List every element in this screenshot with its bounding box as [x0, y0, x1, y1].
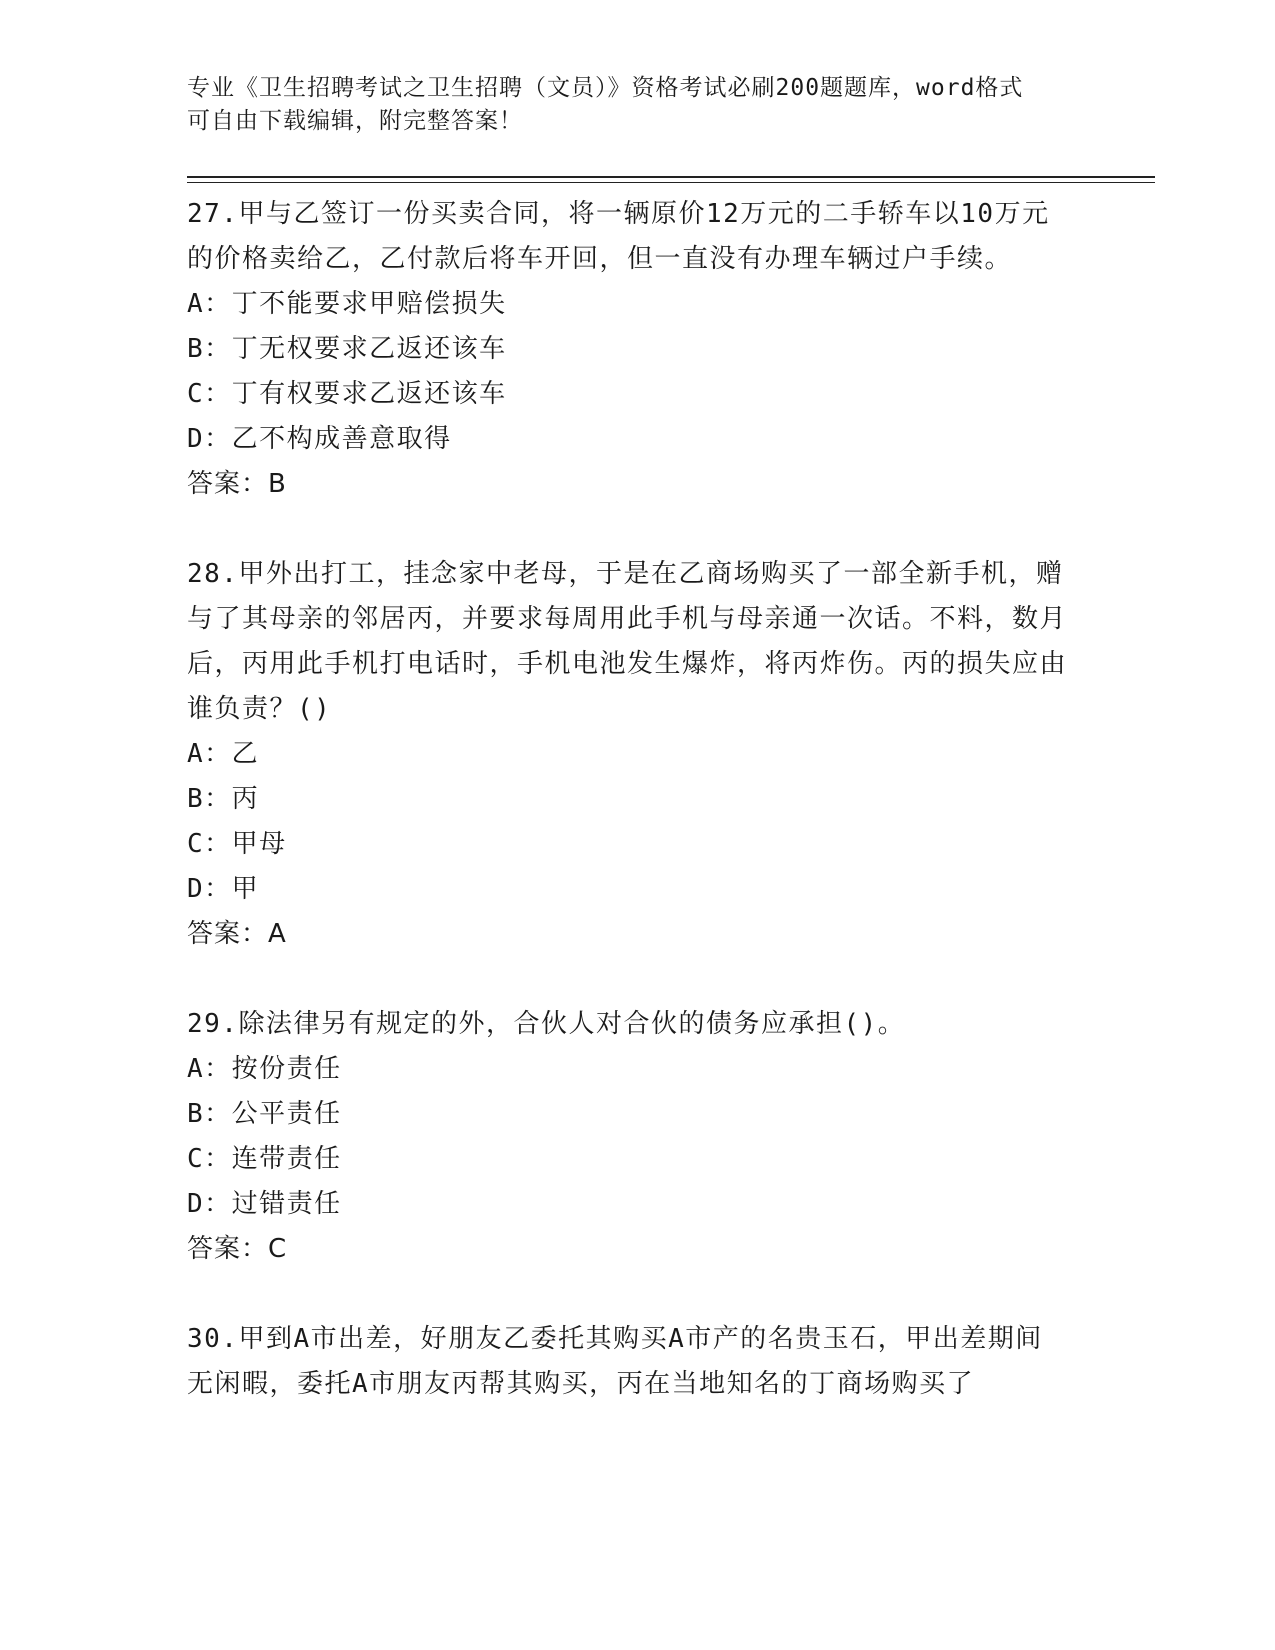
option-a: A：乙: [187, 739, 260, 769]
option-a: A：按份责任: [187, 1054, 342, 1084]
question-list: [187, 192, 1067, 1452]
answer: 答案：B: [187, 469, 287, 499]
option-b: B：丁无权要求乙返还该车: [187, 334, 507, 364]
option-d: D：甲: [187, 874, 260, 904]
question-stem: 30.甲到A市出差，好朋友乙委托其购买A市产的名贵玉石，甲出差期间无闲暇，委托A市朋友丙帮其购买，丙在当地知名的丁商场购买了: [187, 1324, 1043, 1399]
option-d: D：乙不构成善意取得: [187, 424, 452, 454]
question-stem: 27.甲与乙签订一份买卖合同，将一辆原价12万元的二手轿车以10万元的价格卖给乙，乙付款后将车开回，但一直没有办理车辆过户手续。: [187, 199, 1050, 274]
header-line-2: 可自由下载编辑，附完整答案！: [187, 108, 523, 134]
question-30: [187, 1317, 1067, 1407]
question-27: [187, 192, 1067, 507]
option-c: C：丁有权要求乙返还该车: [187, 379, 507, 409]
option-d: D：过错责任: [187, 1189, 342, 1219]
document-header: [187, 72, 1067, 138]
header-divider-thick: [187, 176, 1155, 178]
answer: 答案：C: [187, 1234, 288, 1264]
header-line-1: 专业《卫生招聘考试之卫生招聘（文员）》资格考试必刷200题题库，word格式: [187, 75, 1024, 101]
question-28: [187, 552, 1067, 957]
option-c: C：甲母: [187, 829, 287, 859]
option-b: B：丙: [187, 784, 260, 814]
header-divider-thin: [187, 182, 1155, 183]
question-29: [187, 1002, 1067, 1272]
option-c: C：连带责任: [187, 1144, 342, 1174]
option-a: A：丁不能要求甲赔偿损失: [187, 289, 507, 319]
question-stem: 28.甲外出打工，挂念家中老母，于是在乙商场购买了一部全新手机，赠与了其母亲的邻居丙，并要求每周用此手机与母亲通一次话。不料，数月后，丙用此手机打电话时，手机电池发生爆炸，将丙炸伤。丙的损失应由谁负责？(): [187, 559, 1068, 724]
option-b: B：公平责任: [187, 1099, 342, 1129]
question-stem: 29.除法律另有规定的外，合伙人对合伙的债务应承担()。: [187, 1009, 906, 1039]
answer: 答案：A: [187, 919, 287, 949]
